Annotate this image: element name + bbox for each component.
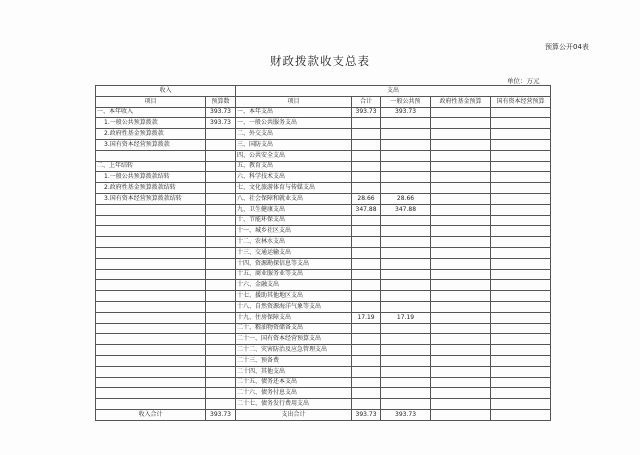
income-item-cell bbox=[96, 366, 206, 377]
income-item-cell: 一、本年收入 bbox=[96, 107, 206, 118]
expense-general-cell bbox=[381, 172, 431, 183]
income-item-cell bbox=[96, 280, 206, 291]
income-amount-cell bbox=[206, 183, 236, 194]
expense-gov-fund-cell bbox=[431, 139, 491, 150]
expense-gov-fund-cell bbox=[431, 258, 491, 269]
expense-general-cell bbox=[381, 139, 431, 150]
expense-item-cell: 二十一、国有资本经营预算支出 bbox=[236, 334, 352, 345]
income-amount-cell bbox=[206, 291, 236, 302]
expense-total-cell bbox=[352, 399, 381, 410]
income-item-cell bbox=[96, 334, 206, 345]
expense-item-cell: 十四、资源勘探信息等支出 bbox=[236, 258, 352, 269]
table-row bbox=[96, 258, 551, 269]
expense-section-header: 支出 bbox=[236, 86, 551, 97]
income-item-cell: 1.一般公共预算拨款 bbox=[96, 118, 206, 129]
expense-gov-fund-cell bbox=[431, 377, 491, 388]
expense-total-cell bbox=[352, 215, 381, 226]
expense-item-cell: 二十二、灾害防治及应急管理支出 bbox=[236, 345, 352, 356]
income-amount-cell bbox=[206, 345, 236, 356]
table-row bbox=[96, 355, 551, 366]
expense-gov-fund-cell bbox=[431, 226, 491, 237]
income-item-cell bbox=[96, 355, 206, 366]
expense-total-cell bbox=[352, 323, 381, 334]
expense-item-cell: 十七、援助其他地区支出 bbox=[236, 291, 352, 302]
expense-general-cell bbox=[381, 161, 431, 172]
expense-gov-fund-cell bbox=[431, 323, 491, 334]
table-row bbox=[96, 150, 551, 161]
expense-general-cell: 28.66 bbox=[381, 193, 431, 204]
income-item-cell bbox=[96, 323, 206, 334]
expense-total-cell bbox=[352, 161, 381, 172]
expense-total-cell: 17.19 bbox=[352, 312, 381, 323]
table-row bbox=[96, 388, 551, 399]
expense-general-cell bbox=[381, 215, 431, 226]
table-row bbox=[96, 139, 551, 150]
expense-gov-fund-cell bbox=[431, 247, 491, 258]
table-row bbox=[96, 172, 551, 183]
expense-gov-fund-cell bbox=[431, 355, 491, 366]
expense-state-capital-cell bbox=[491, 107, 551, 118]
expense-item-cell: 十、节能环保支出 bbox=[236, 215, 352, 226]
gov-fund-header: 政府性基金预算 bbox=[431, 96, 491, 107]
table-row bbox=[96, 193, 551, 204]
expense-gov-fund-cell bbox=[431, 388, 491, 399]
expense-item-cell: 八、社会保障和就业支出 bbox=[236, 193, 352, 204]
expense-general-cell bbox=[381, 399, 431, 410]
expense-state-capital-cell bbox=[491, 301, 551, 312]
expense-gov-fund-cell bbox=[431, 118, 491, 129]
expense-state-capital-cell bbox=[491, 291, 551, 302]
income-amount-cell bbox=[206, 129, 236, 140]
budget-amount-header: 预算数 bbox=[206, 96, 236, 107]
income-item-cell: 2.政府性基金预算拨款结转 bbox=[96, 183, 206, 194]
income-item-cell: 3.国有资本经营预算拨款 bbox=[96, 139, 206, 150]
expense-general-cell bbox=[381, 366, 431, 377]
income-amount-cell bbox=[206, 161, 236, 172]
expense-total-cell bbox=[352, 366, 381, 377]
expense-state-capital-cell bbox=[491, 161, 551, 172]
expense-general-cell bbox=[381, 334, 431, 345]
expense-item-cell: 九、卫生健康支出 bbox=[236, 204, 352, 215]
expense-general-cell bbox=[381, 323, 431, 334]
income-amount-cell bbox=[206, 269, 236, 280]
expense-general-cell bbox=[381, 301, 431, 312]
expense-total-cell bbox=[352, 280, 381, 291]
budget-table bbox=[95, 85, 551, 421]
income-item-cell bbox=[96, 345, 206, 356]
expense-total-cell: 393.73 bbox=[352, 107, 381, 118]
expense-gov-fund-cell bbox=[431, 183, 491, 194]
expense-total-cell bbox=[352, 258, 381, 269]
expense-total-cell bbox=[352, 291, 381, 302]
income-section-header: 收入 bbox=[96, 86, 236, 97]
general-budget-header: 一般公共预 bbox=[381, 96, 431, 107]
expense-total-cell bbox=[352, 118, 381, 129]
income-item-cell bbox=[96, 312, 206, 323]
expense-gov-fund-cell bbox=[431, 334, 491, 345]
expense-item-cell: 五、教育支出 bbox=[236, 161, 352, 172]
table-row bbox=[96, 399, 551, 410]
expense-item-cell: 十二、农林水支出 bbox=[236, 237, 352, 248]
table-row bbox=[96, 301, 551, 312]
expense-item-cell: 十八、自然资源海洋气象等支出 bbox=[236, 301, 352, 312]
expense-gov-fund-cell bbox=[431, 204, 491, 215]
expense-total-cell bbox=[352, 172, 381, 183]
expense-total-cell bbox=[352, 247, 381, 258]
expense-gov-fund-cell bbox=[431, 107, 491, 118]
expense-gov-fund-cell bbox=[431, 172, 491, 183]
income-amount-cell: 393.73 bbox=[206, 118, 236, 129]
income-amount-cell bbox=[206, 215, 236, 226]
expense-total-cell bbox=[352, 388, 381, 399]
income-item-cell bbox=[96, 388, 206, 399]
income-item-cell bbox=[96, 291, 206, 302]
expense-total-cell bbox=[352, 183, 381, 194]
expense-state-capital-cell bbox=[491, 280, 551, 291]
state-capital-header: 国有资本经营预算 bbox=[491, 96, 551, 107]
income-item-cell bbox=[96, 150, 206, 161]
expense-item-cell: 二十四、其他支出 bbox=[236, 366, 352, 377]
expense-gov-fund-cell bbox=[431, 312, 491, 323]
table-row bbox=[96, 312, 551, 323]
income-amount-cell bbox=[206, 301, 236, 312]
form-code: 预算公开04表 bbox=[545, 43, 589, 51]
income-item-cell bbox=[96, 237, 206, 248]
income-amount-cell bbox=[206, 399, 236, 410]
income-item-cell: 2.政府性基金预算拨款 bbox=[96, 129, 206, 140]
expense-item-cell: 二十五、债务还本支出 bbox=[236, 377, 352, 388]
expense-total-amount: 393.73 bbox=[352, 409, 381, 420]
income-item-cell bbox=[96, 269, 206, 280]
table-row bbox=[96, 237, 551, 248]
table-row bbox=[96, 226, 551, 237]
unit-label: 单位：万元 bbox=[507, 77, 540, 85]
table-row bbox=[96, 247, 551, 258]
table-row bbox=[96, 215, 551, 226]
expense-general-cell bbox=[381, 183, 431, 194]
expense-item-cell: 十三、交通运输支出 bbox=[236, 247, 352, 258]
expense-item-header: 项目 bbox=[236, 96, 352, 107]
table-row bbox=[96, 183, 551, 194]
expense-item-cell: 七、文化旅游体育与传媒支出 bbox=[236, 183, 352, 194]
expense-state-capital-cell bbox=[491, 399, 551, 410]
expense-gov-fund-cell bbox=[431, 161, 491, 172]
expense-state-capital-cell bbox=[491, 388, 551, 399]
expense-state-capital-cell bbox=[491, 193, 551, 204]
expense-general-cell bbox=[381, 226, 431, 237]
expense-total-cell bbox=[352, 301, 381, 312]
expense-general-cell bbox=[381, 388, 431, 399]
expense-item-cell: 三、国防支出 bbox=[236, 139, 352, 150]
income-item-cell bbox=[96, 247, 206, 258]
expense-total-cell bbox=[352, 345, 381, 356]
income-item-cell bbox=[96, 204, 206, 215]
income-amount-cell bbox=[206, 172, 236, 183]
table-row bbox=[96, 161, 551, 172]
expense-total-cell bbox=[352, 355, 381, 366]
table-row bbox=[96, 269, 551, 280]
section-header-row bbox=[96, 86, 551, 97]
expense-item-cell: 十六、金融支出 bbox=[236, 280, 352, 291]
income-amount-cell bbox=[206, 388, 236, 399]
expense-general-cell bbox=[381, 280, 431, 291]
expense-gov-fund-cell bbox=[431, 291, 491, 302]
income-item-cell: 二、上年结转 bbox=[96, 161, 206, 172]
expense-total-cell bbox=[352, 269, 381, 280]
expense-state-capital-cell bbox=[491, 129, 551, 140]
table-row bbox=[96, 323, 551, 334]
expense-general-cell bbox=[381, 118, 431, 129]
expense-total-cell bbox=[352, 226, 381, 237]
expense-state-capital-cell bbox=[491, 377, 551, 388]
expense-general-cell bbox=[381, 345, 431, 356]
income-amount-cell bbox=[206, 150, 236, 161]
expense-general-cell bbox=[381, 247, 431, 258]
income-total-amount: 393.73 bbox=[206, 409, 236, 420]
expense-gov-fund-cell bbox=[431, 269, 491, 280]
total-header: 合计 bbox=[352, 96, 381, 107]
expense-item-cell: 二十七、债务发行费用支出 bbox=[236, 399, 352, 410]
income-amount-cell bbox=[206, 226, 236, 237]
expense-gov-fund-cell bbox=[431, 301, 491, 312]
expense-item-cell: 十九、住房保障支出 bbox=[236, 312, 352, 323]
expense-state-capital-cell bbox=[491, 269, 551, 280]
income-amount-cell bbox=[206, 323, 236, 334]
income-item-cell bbox=[96, 399, 206, 410]
income-item-cell bbox=[96, 226, 206, 237]
table-row bbox=[96, 345, 551, 356]
column-header-row bbox=[96, 96, 551, 107]
expense-gov-fund-cell bbox=[431, 193, 491, 204]
expense-item-cell: 二、外交支出 bbox=[236, 129, 352, 140]
expense-total-cell bbox=[352, 150, 381, 161]
expense-general-cell bbox=[381, 129, 431, 140]
income-amount-cell bbox=[206, 247, 236, 258]
expense-state-capital-cell bbox=[491, 150, 551, 161]
expense-state-capital-cell bbox=[491, 139, 551, 150]
totals-row bbox=[96, 409, 551, 420]
expense-general-cell bbox=[381, 377, 431, 388]
expense-state-capital-cell bbox=[491, 312, 551, 323]
expense-gov-fund-cell bbox=[431, 280, 491, 291]
expense-state-capital-cell bbox=[491, 183, 551, 194]
expense-general-cell bbox=[381, 269, 431, 280]
table-row bbox=[96, 377, 551, 388]
expense-item-cell: 二十、粮油物资储备支出 bbox=[236, 323, 352, 334]
expense-general-cell: 347.88 bbox=[381, 204, 431, 215]
income-amount-cell bbox=[206, 377, 236, 388]
expense-state-capital-cell bbox=[491, 366, 551, 377]
expense-item-cell: 四、公共安全支出 bbox=[236, 150, 352, 161]
expense-state-capital-cell bbox=[491, 226, 551, 237]
expense-total-general: 393.73 bbox=[381, 409, 431, 420]
expense-item-cell: 十五、商业服务业等支出 bbox=[236, 269, 352, 280]
table-row bbox=[96, 291, 551, 302]
income-amount-cell bbox=[206, 258, 236, 269]
income-amount-cell bbox=[206, 204, 236, 215]
expense-item-cell: 二十六、债务付息支出 bbox=[236, 388, 352, 399]
income-item-cell bbox=[96, 258, 206, 269]
income-amount-cell bbox=[206, 312, 236, 323]
expense-gov-fund-cell bbox=[431, 366, 491, 377]
expense-total-label: 支出合计 bbox=[236, 409, 352, 420]
income-item-header: 项目 bbox=[96, 96, 206, 107]
expense-gov-fund-cell bbox=[431, 399, 491, 410]
expense-total-cell bbox=[352, 237, 381, 248]
expense-total-cell bbox=[352, 377, 381, 388]
page-title: 财政拨款收支总表 bbox=[270, 54, 370, 68]
expense-total-cell bbox=[352, 129, 381, 140]
table-row bbox=[96, 129, 551, 140]
expense-state-capital-cell bbox=[491, 118, 551, 129]
expense-state-capital-cell bbox=[491, 237, 551, 248]
expense-state-capital-cell bbox=[491, 355, 551, 366]
expense-gov-fund-cell bbox=[431, 215, 491, 226]
income-amount-cell bbox=[206, 237, 236, 248]
expense-total-gov-fund bbox=[431, 409, 491, 420]
table-row bbox=[96, 204, 551, 215]
expense-general-cell bbox=[381, 291, 431, 302]
expense-item-cell: 十一、城乡社区支出 bbox=[236, 226, 352, 237]
expense-state-capital-cell bbox=[491, 258, 551, 269]
expense-general-cell: 17.19 bbox=[381, 312, 431, 323]
table-row bbox=[96, 280, 551, 291]
income-amount-cell bbox=[206, 334, 236, 345]
expense-total-cell bbox=[352, 139, 381, 150]
expense-state-capital-cell bbox=[491, 345, 551, 356]
expense-state-capital-cell bbox=[491, 215, 551, 226]
expense-gov-fund-cell bbox=[431, 345, 491, 356]
expense-general-cell bbox=[381, 237, 431, 248]
income-amount-cell bbox=[206, 193, 236, 204]
expense-general-cell: 393.73 bbox=[381, 107, 431, 118]
expense-total-cell: 28.66 bbox=[352, 193, 381, 204]
expense-state-capital-cell bbox=[491, 172, 551, 183]
income-amount-cell bbox=[206, 355, 236, 366]
income-total-label: 收入合计 bbox=[96, 409, 206, 420]
income-amount-cell bbox=[206, 139, 236, 150]
expense-item-cell: 一、一般公共服务支出 bbox=[236, 118, 352, 129]
income-item-cell bbox=[96, 301, 206, 312]
income-item-cell: 3.国有资本经营预算拨款结转 bbox=[96, 193, 206, 204]
expense-item-cell: 六、科学技术支出 bbox=[236, 172, 352, 183]
expense-state-capital-cell bbox=[491, 323, 551, 334]
expense-state-capital-cell bbox=[491, 247, 551, 258]
table-row bbox=[96, 118, 551, 129]
income-item-cell: 1.一般公共预算拨款结转 bbox=[96, 172, 206, 183]
expense-general-cell bbox=[381, 258, 431, 269]
expense-total-cell: 347.88 bbox=[352, 204, 381, 215]
expense-item-cell: 二十三、预备费 bbox=[236, 355, 352, 366]
income-amount-cell bbox=[206, 366, 236, 377]
expense-state-capital-cell bbox=[491, 334, 551, 345]
expense-general-cell bbox=[381, 355, 431, 366]
expense-gov-fund-cell bbox=[431, 150, 491, 161]
expense-item-cell: 一、本年支出 bbox=[236, 107, 352, 118]
expense-total-state-capital bbox=[491, 409, 551, 420]
income-amount-cell bbox=[206, 280, 236, 291]
expense-gov-fund-cell bbox=[431, 237, 491, 248]
expense-gov-fund-cell bbox=[431, 129, 491, 140]
income-item-cell bbox=[96, 377, 206, 388]
expense-state-capital-cell bbox=[491, 204, 551, 215]
table-row bbox=[96, 334, 551, 345]
table-row bbox=[96, 366, 551, 377]
expense-general-cell bbox=[381, 150, 431, 161]
income-amount-cell: 393.73 bbox=[206, 107, 236, 118]
table-row bbox=[96, 107, 551, 118]
income-item-cell bbox=[96, 215, 206, 226]
expense-total-cell bbox=[352, 334, 381, 345]
